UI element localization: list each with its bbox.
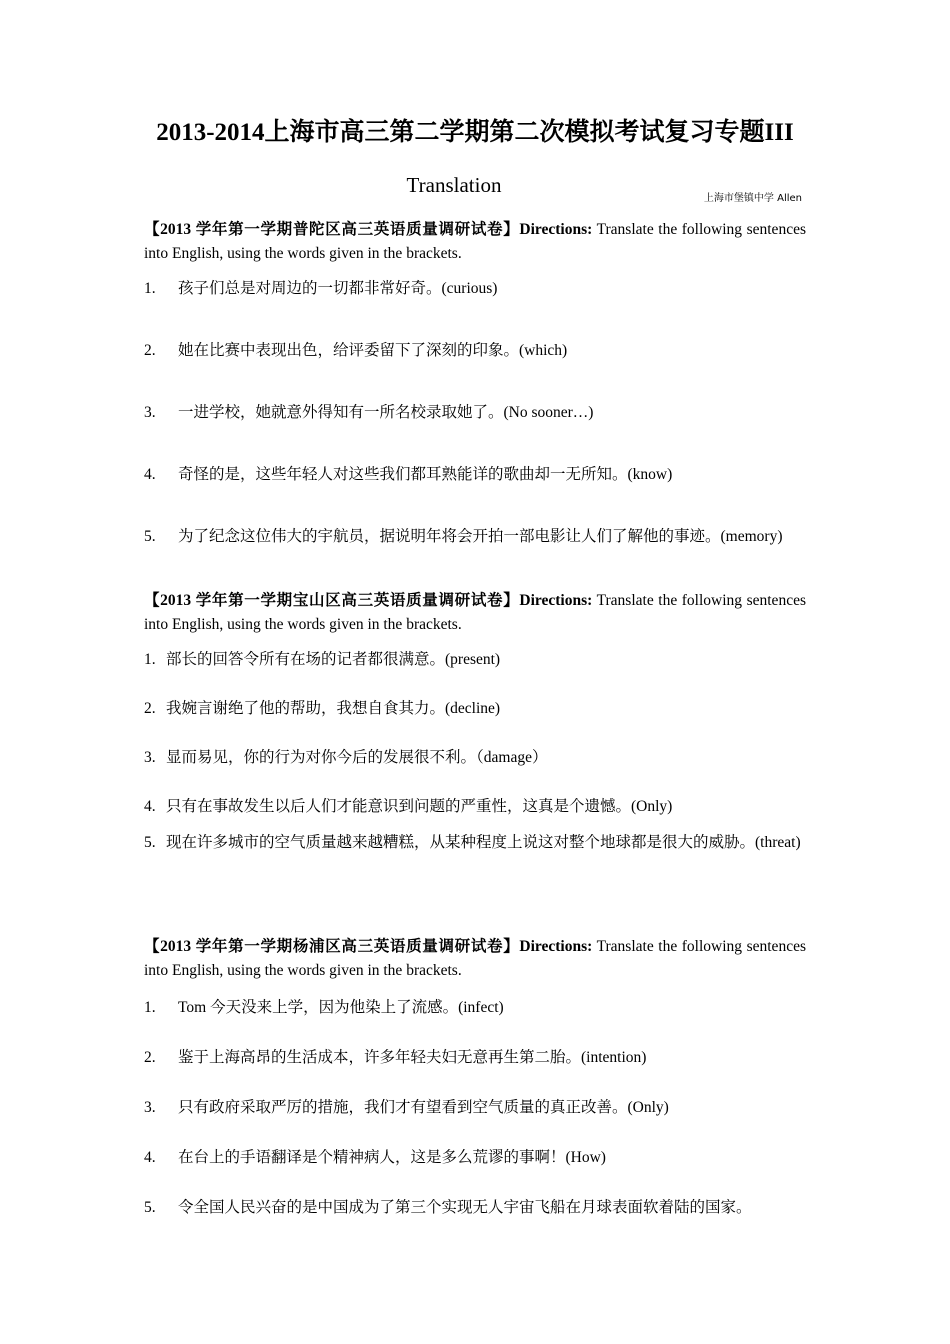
list-item (144, 694, 806, 724)
section-baoshan (144, 589, 806, 856)
item-number: 3. (144, 749, 156, 766)
item-number: 4. (144, 798, 156, 815)
directions-text: Translate the following sentences into English, using the words given in the brackets. (144, 221, 806, 262)
item-number: 4. (144, 1149, 156, 1166)
list-item (144, 792, 806, 822)
item-text: 她在比赛中表现出色，给评委留下了深刻的印象。(which) (178, 342, 568, 359)
section-source: 【2013 学年第一学期普陀区高三英语质量调研试卷】 (144, 221, 520, 238)
item-text: 显而易见，你的行为对你今后的发展很不利。（damage） (166, 749, 548, 766)
list-item (144, 743, 806, 773)
item-text: 鉴于上海高昂的生活成本，许多年轻夫妇无意再生第二胎。(intention) (178, 1049, 647, 1066)
item-number: 2. (144, 700, 156, 717)
list-item (144, 645, 806, 675)
section-yangpu (144, 935, 806, 1223)
section-source: 【2013 学年第一学期杨浦区高三英语质量调研试卷】 (144, 938, 520, 955)
item-text: Tom 今天没来上学，因为他染上了流感。(infect) (178, 999, 504, 1016)
item-number: 1. (144, 999, 156, 1016)
item-number: 1. (144, 280, 156, 297)
item-text: 现在许多城市的空气质量越来越糟糕，从某种程度上说这对整个地球都是很大的威胁。(threat) (166, 834, 801, 851)
item-number: 3. (144, 1099, 156, 1116)
list-item (144, 1043, 806, 1073)
section-source: 【2013 学年第一学期宝山区高三英语质量调研试卷】 (144, 592, 520, 609)
list-item (144, 398, 806, 428)
item-number: 5. (144, 528, 156, 545)
item-number: 5. (144, 1199, 156, 1216)
item-text: 奇怪的是，这些年轻人对这些我们都耳熟能详的歌曲却一无所知。(know) (178, 466, 673, 483)
list-item (144, 830, 806, 856)
directions-text: Translate the following sentences into English, using the words given in the brackets. (144, 938, 806, 979)
item-text: 部长的回答令所有在场的记者都很满意。(present) (166, 651, 501, 668)
item-text: 只有政府采取严厉的措施，我们才有望看到空气质量的真正改善。(Only) (178, 1099, 669, 1116)
list-item (144, 1143, 806, 1173)
list-item (144, 993, 806, 1023)
item-text: 只有在事故发生以后人们才能意识到问题的严重性，这真是个遗憾。(Only) (166, 798, 673, 815)
item-text: 一进学校，她就意外得知有一所名校录取她了。(No sooner…) (178, 404, 594, 421)
directions-label: Directions: (519, 592, 593, 609)
item-number: 5. (144, 834, 156, 851)
directions-text: Translate the following sentences into English, using the words given in the brackets. (144, 592, 806, 633)
item-text: 令全国人民兴奋的是中国成为了第三个实现无人宇宙飞船在月球表面软着陆的国家。 (178, 1199, 752, 1216)
item-number: 3. (144, 404, 156, 421)
item-text: 为了纪念这位伟大的宇航员，据说明年将会开拍一部电影让人们了解他的事迹。(memory) (178, 528, 783, 545)
section-directions (144, 589, 806, 637)
directions-label: Directions: (519, 221, 593, 238)
section-putuo (144, 218, 806, 552)
section-directions (144, 935, 806, 983)
page-subtitle: Translation (406, 173, 502, 197)
item-number: 2. (144, 1049, 156, 1066)
item-text: 孩子们总是对周边的一切都非常好奇。(curious) (178, 280, 498, 297)
item-number: 4. (144, 466, 156, 483)
list-item (144, 336, 806, 366)
section-directions (144, 218, 806, 266)
item-text: 我婉言谢绝了他的帮助，我想自食其力。(decline) (166, 700, 501, 717)
item-number: 1. (144, 651, 156, 668)
list-item (144, 1193, 806, 1223)
item-number: 2. (144, 342, 156, 359)
directions-label: Directions: (519, 938, 593, 955)
author-note: 上海市堡镇中学 Allen (703, 193, 802, 204)
item-text: 在台上的手语翻译是个精神病人，这是多么荒谬的事啊！(How) (178, 1149, 606, 1166)
list-item (144, 522, 806, 552)
list-item (144, 274, 806, 304)
list-item (144, 460, 806, 490)
page-title: 2013-2014上海市高三第二学期第二次模拟考试复习专题III (156, 119, 794, 146)
list-item (144, 1093, 806, 1123)
